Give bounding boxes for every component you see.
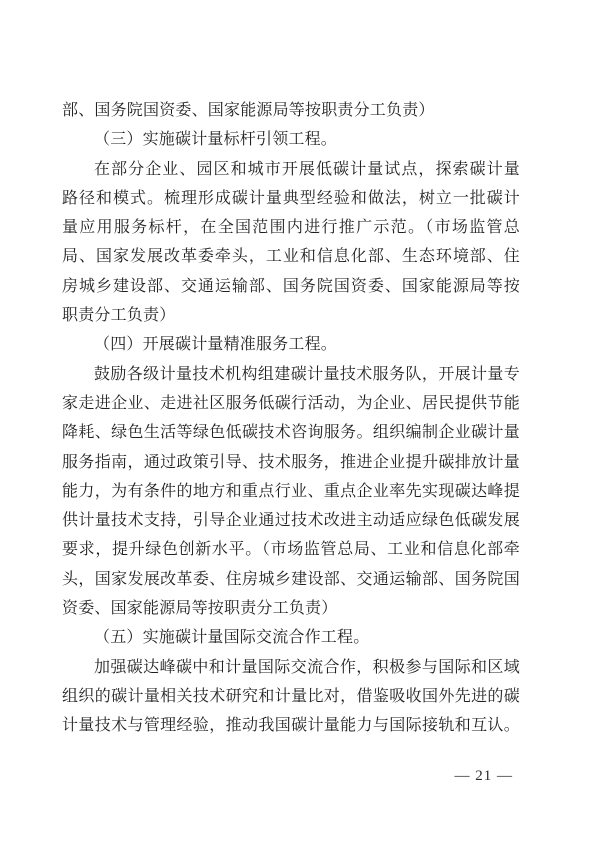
body-line: 要求，提升绿色创新水平。（市场监管总局、工业和信息化部牵 xyxy=(62,541,520,559)
body-line: 量应用服务标杆，在全国范围内进行推广示范。（市场监管总 xyxy=(62,219,520,237)
body-line: 组织的碳计量相关技术研究和计量比对，借鉴吸收国外先进的碳 xyxy=(62,687,520,705)
body-line: 计量技术与管理经验，推动我国碳计量能力与国际接轨和互认。 xyxy=(62,717,520,735)
body-line: 职责分工负责） xyxy=(62,307,176,325)
body-line: 家走进企业、走进社区服务低碳行活动，为企业、居民提供节能 xyxy=(62,394,520,412)
body-line: 降耗、绿色生活等绿色低碳技术咨询服务。组织编制企业碳计量 xyxy=(62,424,520,442)
body-line: 路径和模式。梳理形成碳计量典型经验和做法，树立一批碳计 xyxy=(62,189,520,207)
document-body xyxy=(62,96,520,741)
body-line: 在部分企业、园区和城市开展低碳计量试点，探索碳计量 xyxy=(94,160,520,178)
body-line: 局、国家发展改革委牵头，工业和信息化部、生态环境部、住 xyxy=(62,248,520,266)
section-heading-3: （三）实施碳计量标杆引领工程。 xyxy=(94,131,338,149)
body-line: 房城乡建设部、交通运输部、国务院国资委、国家能源局等按 xyxy=(62,277,520,295)
body-line: 资委、国家能源局等按职责分工负责） xyxy=(62,600,338,618)
body-line: 能力，为有条件的地方和重点行业、重点企业率先实现碳达峰提 xyxy=(62,482,520,500)
body-line: 头，国家发展改革委、住房城乡建设部、交通运输部、国务院国 xyxy=(62,570,520,588)
body-line: 供计量技术支持，引导企业通过技术改进主动适应绿色低碳发展 xyxy=(62,512,520,530)
body-line: 部、国务院国资委、国家能源局等按职责分工负责） xyxy=(62,102,435,119)
section-heading-5: （五）实施碳计量国际交流合作工程。 xyxy=(94,629,370,647)
page-number: — 21 — xyxy=(454,768,513,784)
body-line: 鼓励各级计量技术机构组建碳计量技术服务队，开展计量专 xyxy=(94,365,520,383)
body-line: 服务指南，通过政策引导、技术服务，推进企业提升碳排放计量 xyxy=(62,453,520,471)
section-heading-4: （四）开展碳计量精准服务工程。 xyxy=(94,336,338,354)
body-line: 加强碳达峰碳中和计量国际交流合作，积极参与国际和区域 xyxy=(94,658,520,676)
